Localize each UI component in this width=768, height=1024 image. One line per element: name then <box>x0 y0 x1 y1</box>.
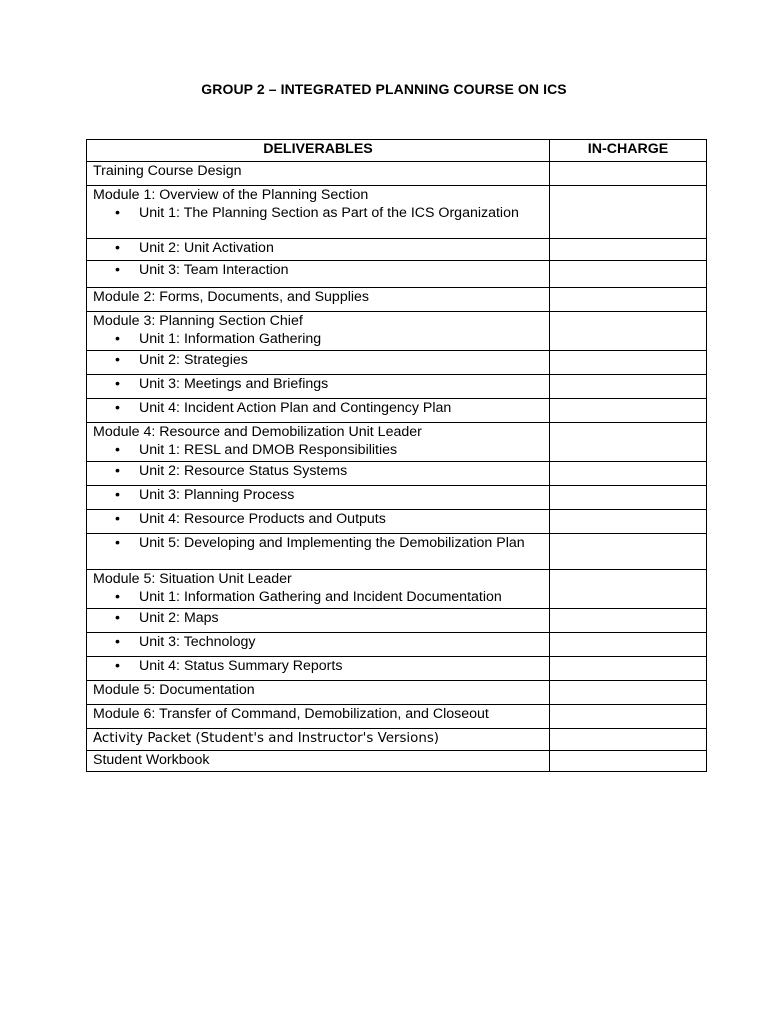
in-charge-cell[interactable] <box>550 239 707 261</box>
deliverable-cell <box>87 681 550 705</box>
deliverable-cell <box>87 288 550 312</box>
table-row <box>87 162 707 186</box>
table-row <box>87 534 707 570</box>
bullet-item: • Unit 2: Resource Status Systems <box>93 463 543 481</box>
table-row <box>87 312 707 351</box>
deliverable-cell <box>87 186 550 239</box>
deliverable-cell <box>87 750 550 772</box>
table-row <box>87 681 707 705</box>
table-row <box>87 609 707 633</box>
deliverable-text: Activity Packet (Student's and Instructor's Versions) <box>93 731 440 746</box>
in-charge-cell[interactable] <box>550 288 707 312</box>
in-charge-cell[interactable] <box>550 162 707 186</box>
table-row <box>87 657 707 681</box>
table-row <box>87 510 707 534</box>
deliverable-text: Module 1: Overview of the Planning Section <box>93 187 369 203</box>
table-row <box>87 399 707 423</box>
in-charge-cell[interactable] <box>550 534 707 570</box>
table-row <box>87 239 707 261</box>
bullet-item: • Unit 1: RESL and DMOB Responsibilities <box>93 442 543 460</box>
deliverable-text: Module 4: Resource and Demobilization Unit Leader <box>93 424 422 440</box>
bullet-item: • Unit 1: The Planning Section as Part of the ICS Organization <box>93 205 543 223</box>
in-charge-cell[interactable] <box>550 375 707 399</box>
deliverable-cell <box>87 534 550 570</box>
bullet-item: • Unit 3: Team Interaction <box>93 262 543 280</box>
deliverable-text: Module 3: Planning Section Chief <box>93 313 303 329</box>
in-charge-header: IN-CHARGE <box>550 140 707 162</box>
bullet-item: • Unit 3: Meetings and Briefings <box>93 376 543 394</box>
table-row <box>87 375 707 399</box>
deliverable-cell <box>87 486 550 510</box>
table-row <box>87 750 707 772</box>
in-charge-cell[interactable] <box>550 423 707 462</box>
deliverable-text: Student Workbook <box>93 751 210 768</box>
in-charge-cell[interactable] <box>550 351 707 375</box>
table-row <box>87 729 707 751</box>
in-charge-cell[interactable] <box>550 750 707 772</box>
in-charge-cell[interactable] <box>550 657 707 681</box>
deliverable-cell <box>87 705 550 729</box>
bullet-item: • Unit 2: Strategies <box>93 352 543 370</box>
deliverable-cell <box>87 510 550 534</box>
in-charge-cell[interactable] <box>550 462 707 486</box>
bullet-item: • Unit 4: Status Summary Reports <box>93 658 543 676</box>
bullet-item: • Unit 1: Information Gathering <box>93 331 543 349</box>
deliverable-cell <box>87 162 550 186</box>
in-charge-cell[interactable] <box>550 312 707 351</box>
in-charge-cell[interactable] <box>550 261 707 288</box>
in-charge-cell[interactable] <box>550 570 707 609</box>
page-title: GROUP 2 – INTEGRATED PLANNING COURSE ON ICS <box>201 81 567 97</box>
deliverable-text: Module 5: Documentation <box>93 682 255 698</box>
deliverable-cell <box>87 462 550 486</box>
in-charge-cell[interactable] <box>550 510 707 534</box>
in-charge-cell[interactable] <box>550 705 707 729</box>
bullet-item: • Unit 5: Developing and Implementing the Demobilization Plan <box>93 535 543 553</box>
table-row <box>87 570 707 609</box>
deliverables-header: DELIVERABLES <box>87 140 550 162</box>
bullet-item: • Unit 1: Information Gathering and Incident Documentation <box>93 589 543 607</box>
table-header-row <box>87 140 707 162</box>
in-charge-cell[interactable] <box>550 729 707 751</box>
table-row <box>87 423 707 462</box>
table-row <box>87 351 707 375</box>
table-row <box>87 462 707 486</box>
table-row <box>87 486 707 510</box>
deliverable-cell <box>87 312 550 351</box>
in-charge-cell[interactable] <box>550 486 707 510</box>
in-charge-cell[interactable] <box>550 609 707 633</box>
deliverable-cell <box>87 261 550 288</box>
deliverables-table <box>86 139 707 772</box>
table-row <box>87 186 707 239</box>
table-row <box>87 705 707 729</box>
in-charge-cell[interactable] <box>550 633 707 657</box>
bullet-item: • Unit 2: Unit Activation <box>93 240 543 258</box>
table-body <box>87 162 707 772</box>
bullet-item: • Unit 2: Maps <box>93 610 543 628</box>
table-row <box>87 288 707 312</box>
deliverable-cell <box>87 375 550 399</box>
deliverable-cell <box>87 351 550 375</box>
in-charge-cell[interactable] <box>550 186 707 239</box>
deliverable-cell <box>87 633 550 657</box>
bullet-item: • Unit 4: Incident Action Plan and Contingency Plan <box>93 400 543 418</box>
table-row <box>87 261 707 288</box>
in-charge-cell[interactable] <box>550 399 707 423</box>
deliverable-cell <box>87 423 550 462</box>
deliverable-text: Module 5: Situation Unit Leader <box>93 571 292 587</box>
bullet-item: • Unit 3: Technology <box>93 634 543 652</box>
deliverable-text: Module 2: Forms, Documents, and Supplies <box>93 289 369 305</box>
deliverable-text: Training Course Design <box>93 163 242 179</box>
deliverable-text: Module 6: Transfer of Command, Demobilization, and Closeout <box>93 706 489 722</box>
deliverable-cell <box>87 399 550 423</box>
deliverable-cell <box>87 729 550 751</box>
in-charge-cell[interactable] <box>550 681 707 705</box>
deliverable-cell <box>87 570 550 609</box>
deliverable-cell <box>87 657 550 681</box>
deliverable-cell <box>87 609 550 633</box>
deliverable-cell <box>87 239 550 261</box>
bullet-item: • Unit 4: Resource Products and Outputs <box>93 511 543 529</box>
bullet-item: • Unit 3: Planning Process <box>93 487 543 505</box>
table-row <box>87 633 707 657</box>
